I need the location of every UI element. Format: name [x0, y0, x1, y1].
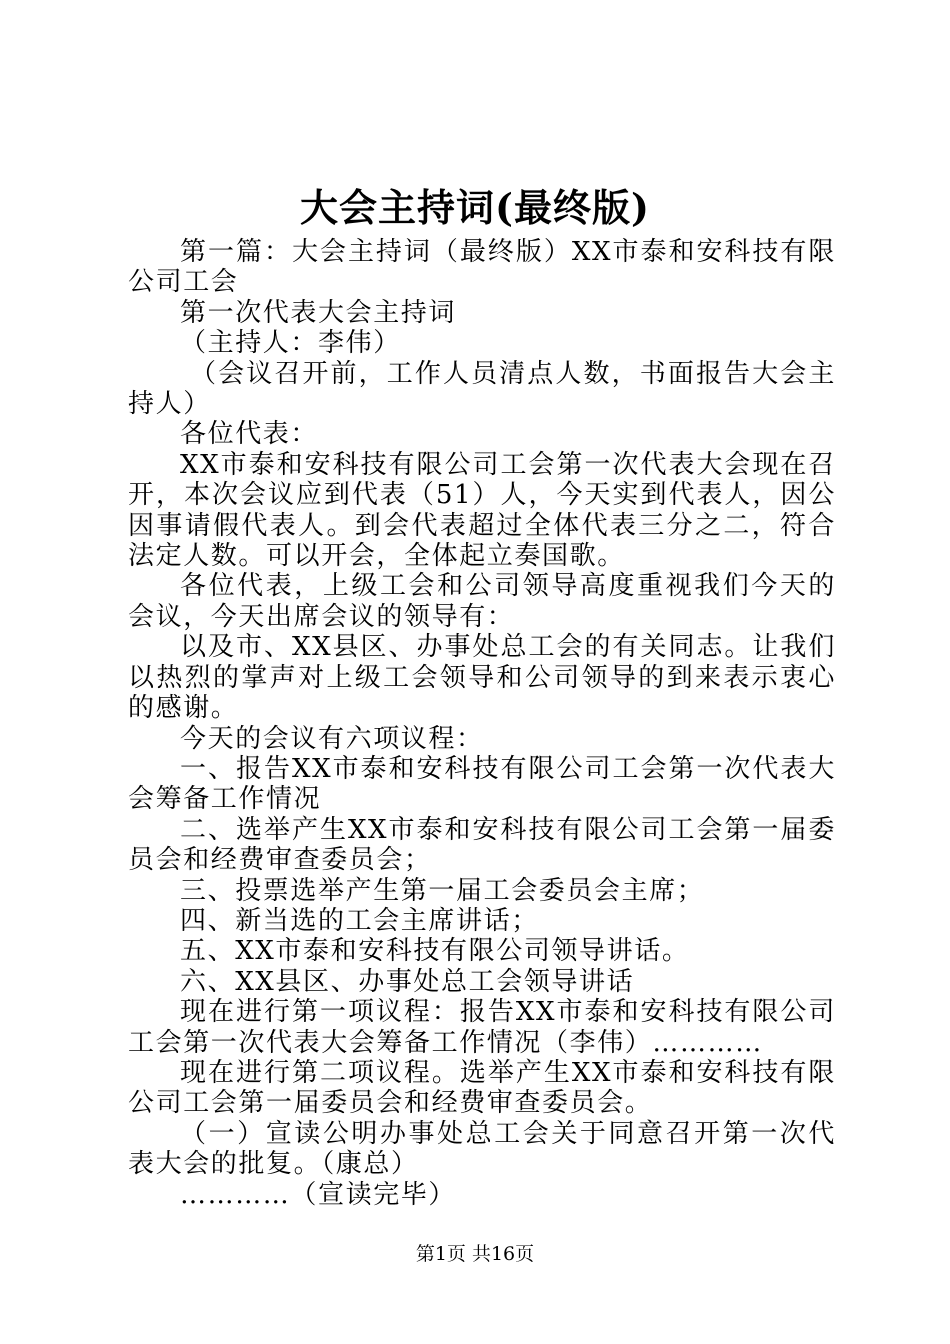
paragraph: 第一次代表大会主持词 — [180, 297, 457, 328]
paragraph: 现在进行第一项议程：报告XX市泰和安科技有限公司工会第一次代表大会筹备工作情况（李伟）………… — [128, 997, 836, 1058]
paragraph: 各位代表，上级工会和公司领导高度重视我们今天的会议，今天出席会议的领导有： — [128, 571, 836, 632]
paragraph: 三、投票选举产生第一届工会委员会主席； — [180, 875, 705, 906]
paragraph: 各位代表： — [180, 419, 319, 450]
paragraph: 六、XX县区、办事处总工会领导讲话 — [180, 966, 635, 997]
paragraph: XX市泰和安科技有限公司工会第一次代表大会现在召开，本次会议应到代表（51）人，今天实到代表人，因公因事请假代表人。到会代表超过全体代表三分之二，符合法定人数。可以开会，全体起立奏国歌。 — [128, 449, 836, 572]
paragraph: 四、新当选的工会主席讲话； — [180, 905, 539, 936]
paragraph: 今天的会议有六项议程： — [180, 723, 484, 754]
page-footer: 第1页 共16页 — [415, 1243, 535, 1265]
paragraph: …………（宣读完毕） — [180, 1179, 457, 1210]
paragraph: 以及市、XX县区、办事处总工会的有关同志。让我们以热烈的掌声对上级工会领导和公司领导的到来表示衷心的感谢。 — [128, 632, 836, 724]
paragraph: 五、XX市泰和安科技有限公司领导讲话。 — [180, 936, 690, 967]
paragraph: 二、选举产生XX市泰和安科技有限公司工会第一届委员会和经费审查委员会； — [128, 814, 836, 876]
paragraph: （一）宣读公明办事处总工会关于同意召开第一次代表大会的批复。（康总） — [128, 1118, 836, 1180]
paragraph: （会议召开前，工作人员清点人数，书面报告大会主持人） — [128, 358, 836, 420]
paragraph: 第一篇：大会主持词（最终版）XX市泰和安科技有限公司工会 — [128, 237, 836, 298]
document-body — [128, 237, 836, 1210]
paragraph: 一、报告XX市泰和安科技有限公司工会第一次代表大会筹备工作情况 — [128, 753, 836, 815]
document-title: 大会主持词(最终版) — [300, 185, 650, 230]
paragraph: （主持人：李伟） — [180, 328, 401, 359]
paragraph: 现在进行第二项议程。选举产生XX市泰和安科技有限公司工会第一届委员会和经费审查委员会。 — [128, 1057, 836, 1119]
